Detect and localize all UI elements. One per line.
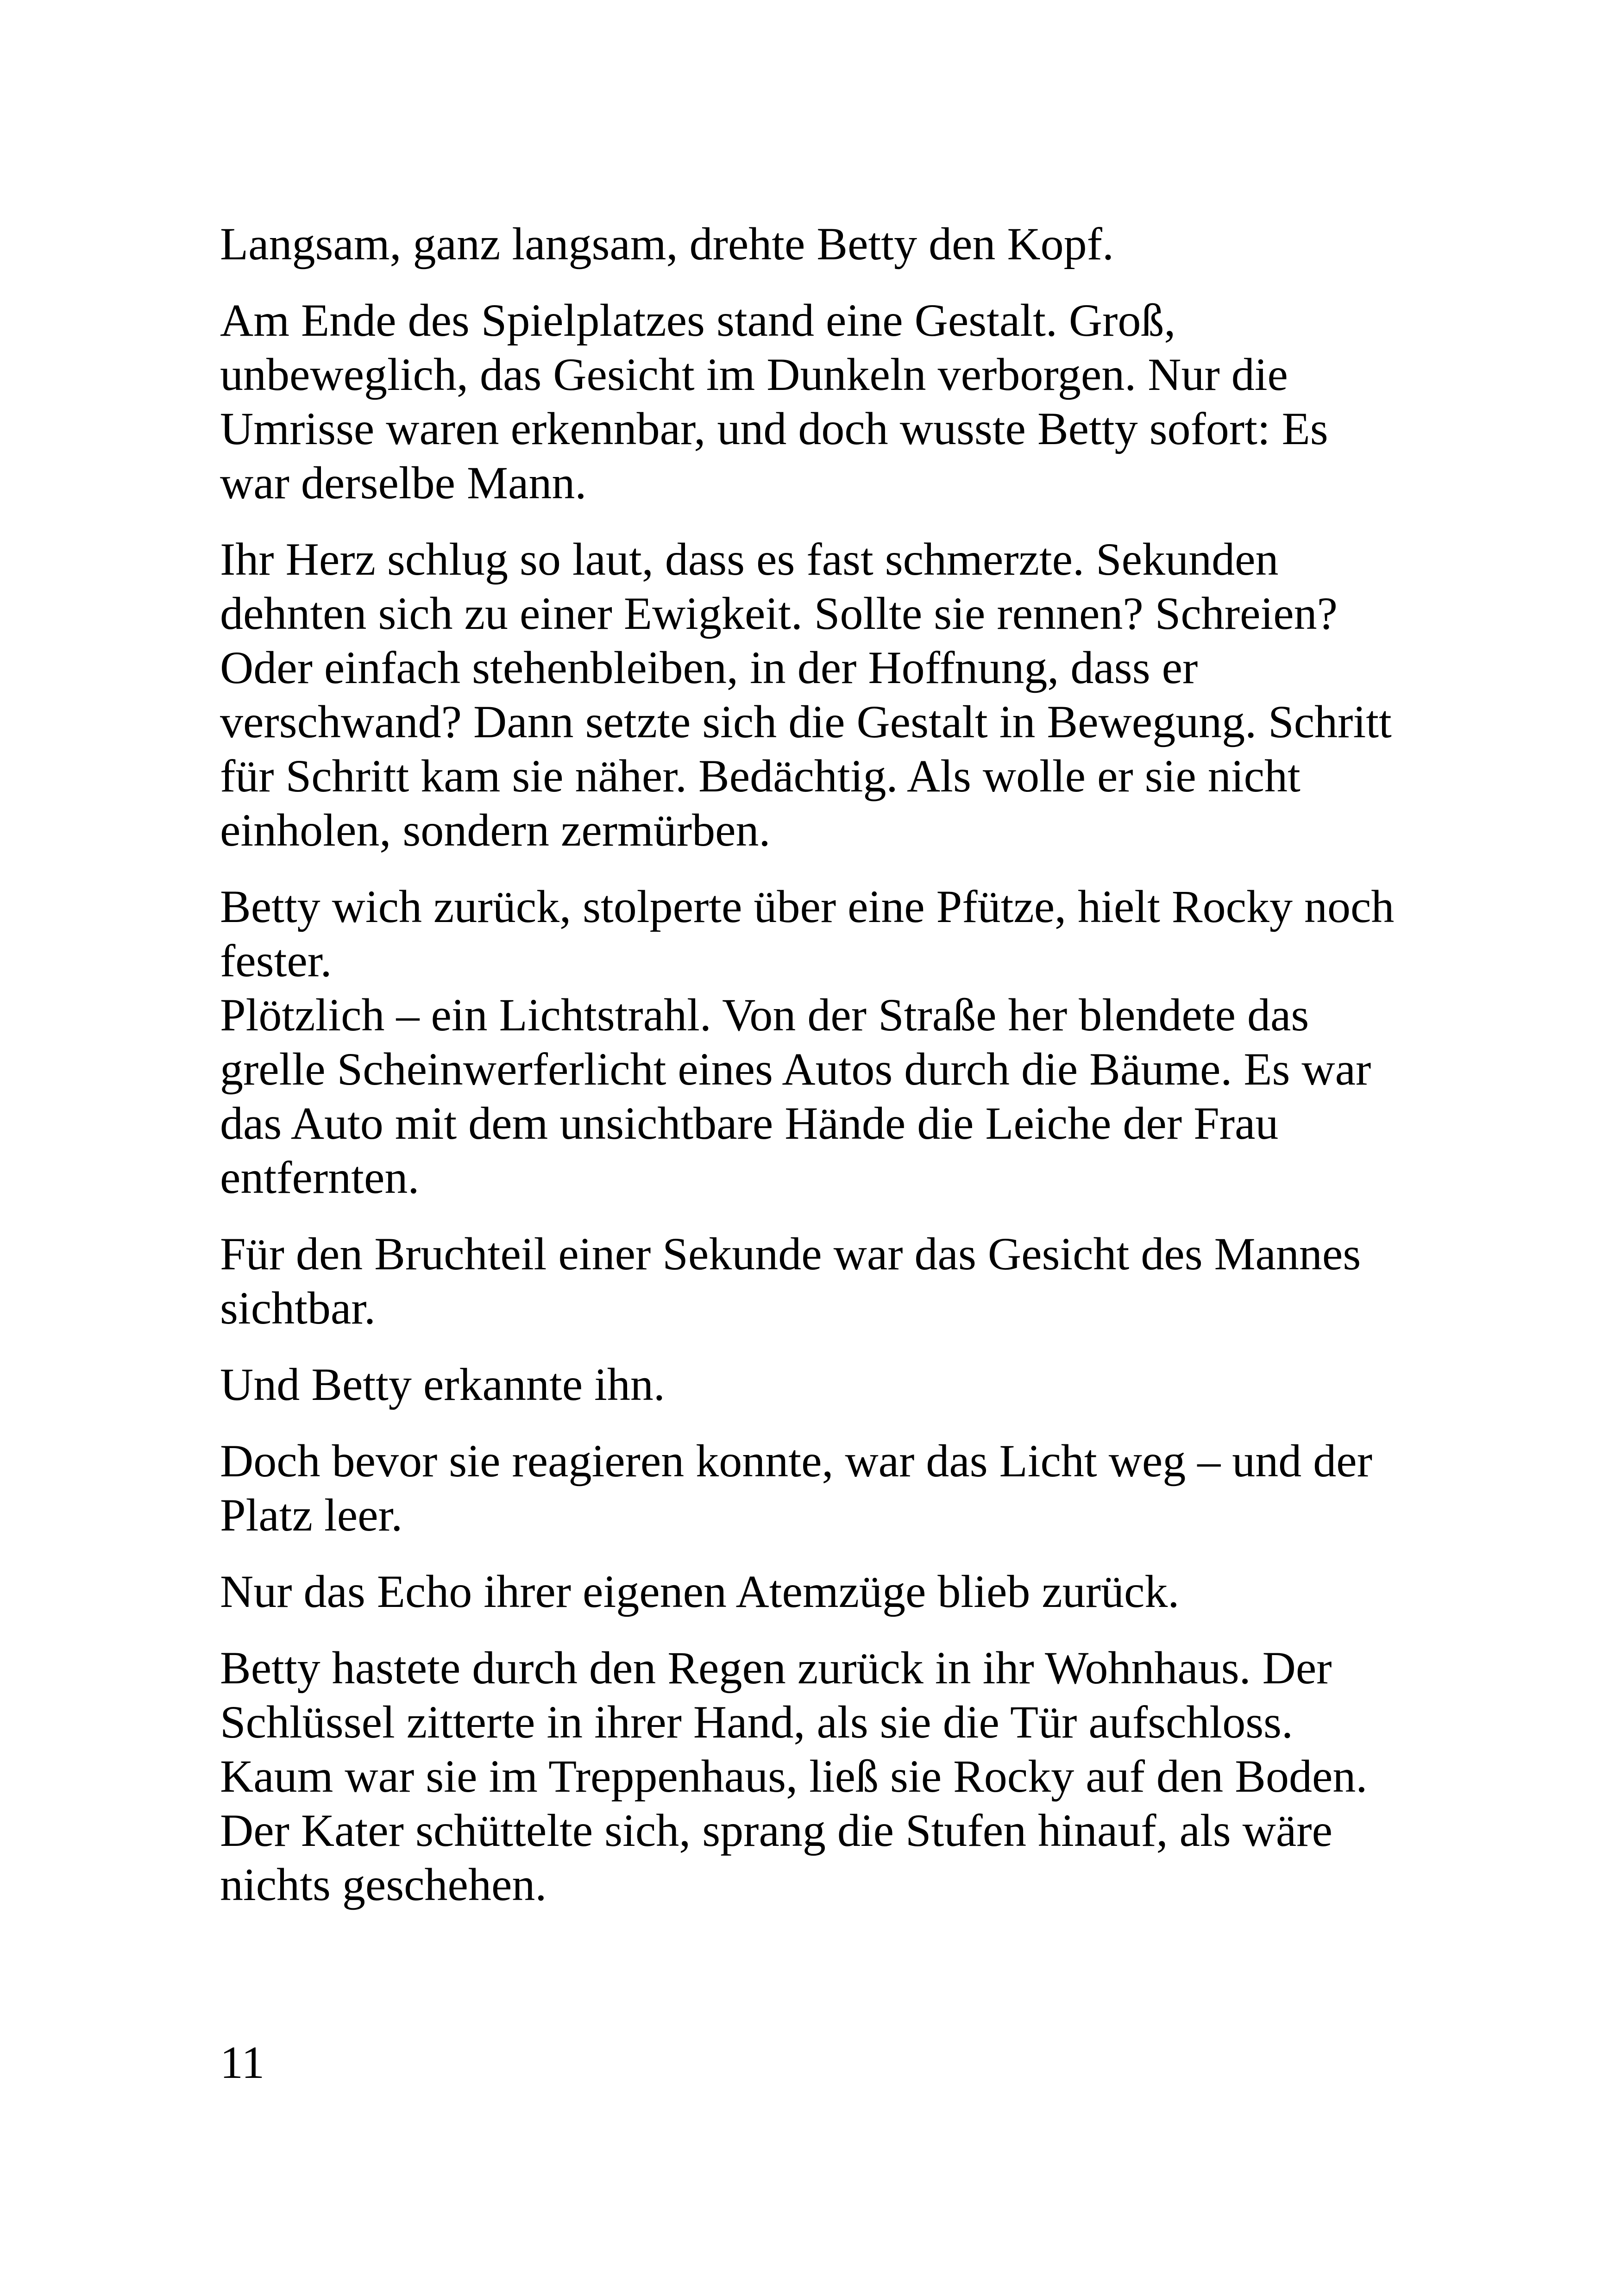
paragraph-4: Betty wich zurück, stolperte über eine Pfütze, hielt Rocky noch fester.: [220, 881, 1395, 986]
paragraph-6: Für den Bruchteil einer Sekunde war das Gesicht des Mannes sichtbar.: [220, 1228, 1361, 1334]
page-text: [220, 217, 1415, 1934]
paragraph-2: Am Ende des Spielplatzes stand eine Gestalt. Groß, unbeweglich, das Gesicht im Dunkeln verborgen. Nur die Umrisse waren erkennbar, und doch wusste Betty sofort: Es war derselbe Mann.: [220, 295, 1328, 508]
paragraph-3: Ihr Herz schlug so laut, dass es fast schmerzte. Sekunden dehnten sich zu einer Ewigkeit. Sollte sie rennen? Schreien? Oder einfach stehenbleiben, in der Hoffnung, dass er verschwand? Dann setzte sich die Gestalt in Bewegung. Schritt für Schritt kam sie näher. Bedächtig. Als wolle er sie nicht einholen, sondern zermürben.: [220, 533, 1392, 856]
paragraph-8: Doch bevor sie reagieren konnte, war das Licht weg – und der Platz leer.: [220, 1435, 1372, 1541]
paragraph-10: Betty hastete durch den Regen zurück in ihr Wohnhaus. Der Schlüssel zitterte in ihrer Hand, als sie die Tür aufschloss. Kaum war sie im Treppenhaus, ließ sie Rocky auf den Boden. Der Kater schüttelte sich, sprang die Stufen hinauf, als wäre nichts geschehen.: [220, 1642, 1368, 1910]
page-number: 11: [220, 2037, 265, 2088]
paragraph-9: Nur das Echo ihrer eigenen Atemzüge blieb zurück.: [220, 1566, 1180, 1617]
paragraph-7: Und Betty erkannte ihn.: [220, 1359, 665, 1410]
paragraph-1: Langsam, ganz langsam, drehte Betty den Kopf.: [220, 218, 1114, 270]
paragraph-5: Plötzlich – ein Lichtstrahl. Von der Straße her blendete das grelle Scheinwerferlicht eines Autos durch die Bäume. Es war das Auto mit dem unsichtbare Hände die Leiche der Frau entfernten.: [220, 989, 1371, 1203]
